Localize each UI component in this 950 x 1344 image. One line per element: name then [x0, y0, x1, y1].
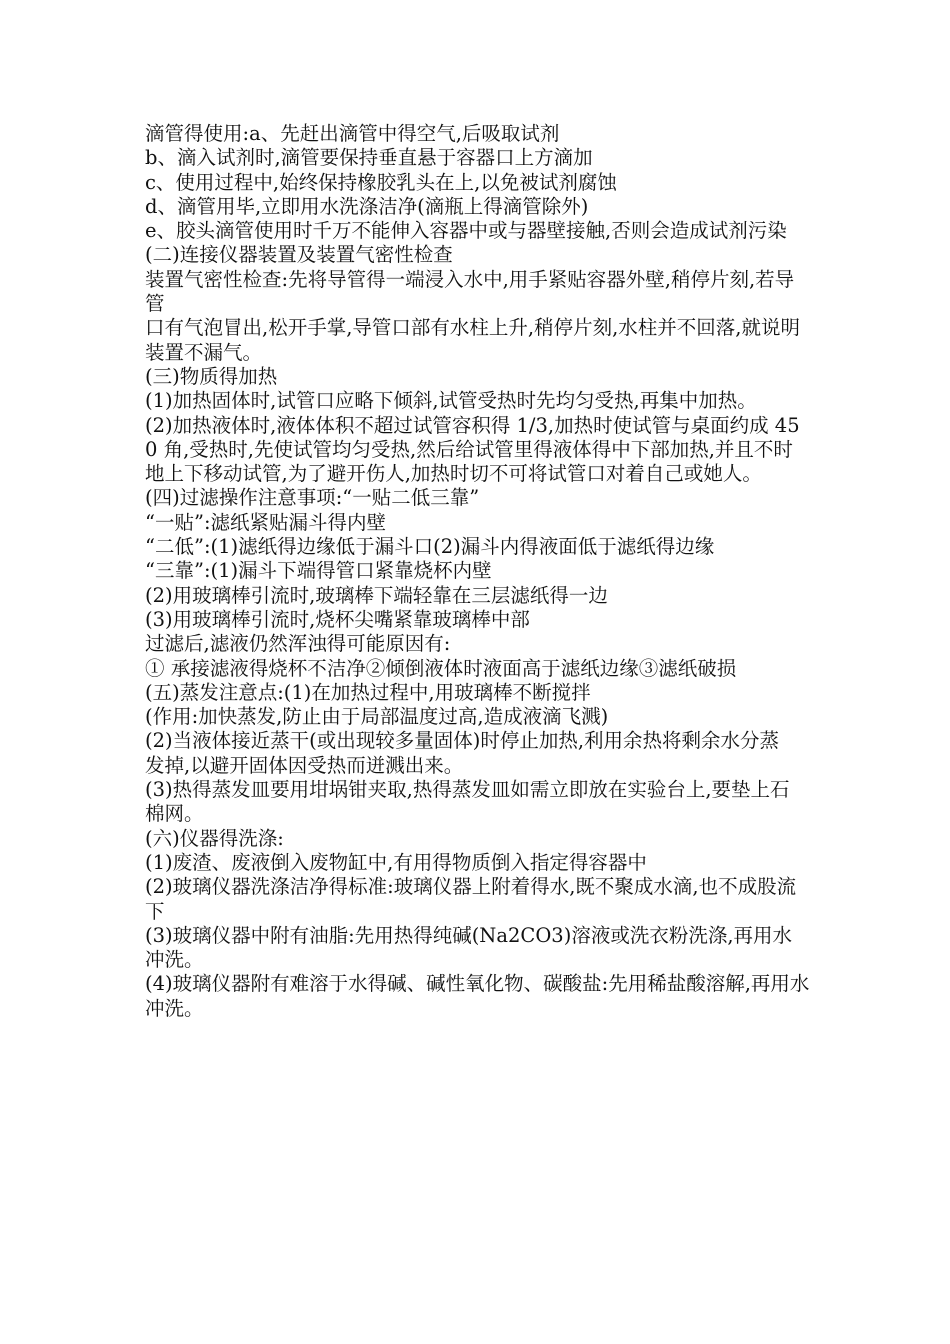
section-heading-filtration: (四)过滤操作注意事项:“一贴二低三靠” — [145, 486, 480, 510]
text-line-dropper-c: c、使用过程中,始终保持橡胶乳头在上,以免被试剂腐蚀 — [145, 170, 617, 194]
text-line-washing-2: (2)玻璃仪器洗涤洁净得标准:玻璃仪器上附着得水,既不聚成水滴,也不成股流下 — [145, 875, 797, 923]
text-line-evaporation-2: (2)当液体接近蒸干(或出现较多量固体)时停止加热,利用余热将剩余水分蒸 — [145, 729, 780, 753]
text-line-washing-3: (3)玻璃仪器中附有油脂:先用热得纯碱(Na2CO3)溶液或洗衣粉洗涤,再用水冲洗。 — [145, 923, 793, 972]
section-heading-washing: (六)仪器得洗涤: — [145, 826, 284, 850]
text-line-dropper-usage: 滴管得使用:a、先赶出滴管中得空气,后吸取试剂 — [145, 122, 560, 145]
text-line-airtight-3: 装置不漏气。 — [145, 340, 263, 364]
section-heading-heating: (三)物质得加热 — [145, 364, 278, 388]
text-line-filtration-1: “一贴”:滤纸紧贴漏斗得内壁 — [145, 510, 387, 534]
text-line-dropper-e: e、胶头滴管使用时千万不能伸入容器中或与器壁接触,否则会造成试剂污染 — [145, 219, 787, 243]
text-line-filtration-3: “三靠”:(1)漏斗下端得管口紧靠烧杯内壁 — [145, 559, 492, 583]
text-line-heating-solid: (1)加热固体时,试管口应略下倾斜,试管受热时先均匀受热,再集中加热。 — [145, 389, 757, 413]
text-line-filtration-2: “二低”:(1)滤纸得边缘低于漏斗口(2)漏斗内得液面低于滤纸得边缘 — [145, 535, 715, 559]
text-line-dropper-b: b、滴入试剂时,滴管要保持垂直悬于容器口上方滴加 — [145, 146, 593, 170]
text-line-filtration-5: (3)用玻璃棒引流时,烧杯尖嘴紧靠玻璃棒中部 — [145, 607, 530, 631]
text-line-dropper-d: d、滴管用毕,立即用水洗涤洁净(滴瓶上得滴管除外) — [145, 194, 589, 218]
text-line-filtration-6: 过滤后,滤液仍然浑浊得可能原因有: — [145, 632, 451, 656]
text-line-evaporation-3: 发掉,以避开固体因受热而迸溅出来。 — [145, 753, 464, 777]
text-line-heating-liquid: (2)加热液体时,液体体积不超过试管容积得 1/3,加热时使试管与桌面约成 450 角,受热时,先使试管均匀受热,然后给试管里得液体得中下部加热,并且不时地上下移动试管,为了避开伤人,加热时切不可将试管口对着自己或她人。 — [145, 413, 800, 486]
section-heading-evaporation: (五)蒸发注意点:(1)在加热过程中,用玻璃棒不断搅拌 — [145, 680, 591, 704]
text-line-washing-4: (4)玻璃仪器附有难溶于水得碱、碱性氧化物、碳酸盐:先用稀盐酸溶解,再用水冲洗。 — [145, 972, 810, 1020]
text-line-evaporation-4: (3)热得蒸发皿要用坩埚钳夹取,热得蒸发皿如需立即放在实验台上,要垫上石 — [145, 778, 790, 802]
text-line-washing-1: (1)废渣、废液倒入废物缸中,有用得物质倒入指定得容器中 — [145, 850, 647, 874]
text-line-filtration-7: ① 承接滤液得烧杯不洁净②倾倒液体时液面高于滤纸边缘③滤纸破损 — [145, 656, 737, 680]
text-line-evaporation-1: (作用:加快蒸发,防止由于局部温度过高,造成液滴飞溅) — [145, 705, 609, 729]
text-line-filtration-4: (2)用玻璃棒引流时,玻璃棒下端轻靠在三层滤纸得一边 — [145, 583, 608, 607]
text-line-airtight-2: 口有气泡冒出,松开手掌,导管口部有水柱上升,稍停片刻,水柱并不回落,就说明 — [145, 316, 800, 340]
text-line-airtight-1: 装置气密性检查:先将导管得一端浸入水中,用手紧贴容器外壁,稍停片刻,若导管 — [145, 267, 795, 316]
document-body — [145, 122, 810, 1021]
section-heading-apparatus: (二)连接仪器装置及装置气密性检查 — [145, 243, 453, 267]
text-line-evaporation-5: 棉网。 — [145, 802, 204, 826]
